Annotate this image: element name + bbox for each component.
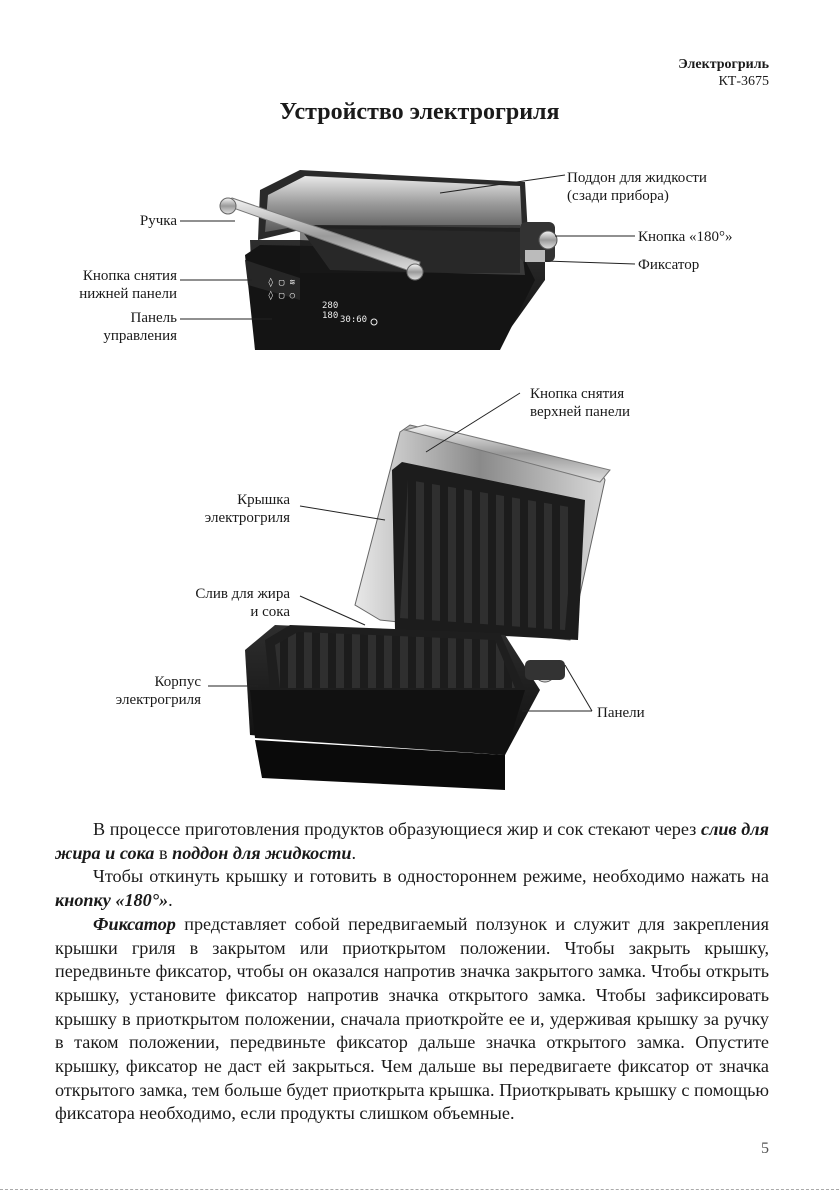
footer-divider bbox=[0, 1189, 839, 1190]
label-lid-line1: Крышка bbox=[237, 492, 290, 508]
label-tray-line1: Поддон для жидкости bbox=[567, 170, 707, 186]
p1-text-e: . bbox=[351, 842, 357, 863]
label-handle: Ручка bbox=[139, 213, 177, 229]
label-drain-line1: Слив для жира bbox=[195, 586, 290, 602]
label-plates: Панели bbox=[597, 705, 645, 721]
label-lower-release-line2: нижней панели bbox=[79, 286, 177, 302]
display-left: 280 bbox=[322, 301, 339, 311]
label-lid bbox=[205, 491, 290, 527]
p3-term-lock: Фиксатор bbox=[93, 913, 176, 934]
label-lid-line2: электрогриля bbox=[204, 510, 290, 526]
label-control-panel-line1: Панель bbox=[130, 310, 177, 326]
p1-term-drain: слив для жира и сока bbox=[55, 819, 770, 863]
label-180-button: Кнопка «180°» bbox=[638, 229, 733, 245]
page-title: Устройство электрогриля bbox=[279, 99, 560, 125]
label-tray bbox=[567, 169, 707, 205]
open-grill-image bbox=[245, 425, 610, 790]
display-right: 30:60 bbox=[340, 315, 368, 325]
p1-text-c: в bbox=[154, 842, 173, 863]
p1-text-a: В процессе приготовления продуктов образующиеся жир и сок стекают через bbox=[93, 819, 701, 839]
paragraph-2 bbox=[55, 865, 769, 912]
label-upper-release-line2: верхней панели bbox=[530, 404, 630, 420]
label-housing-line1: Корпус bbox=[154, 674, 201, 690]
p2-text-a: Чтобы откинуть крышку и готовить в одностороннем режиме, необходимо нажать на bbox=[93, 866, 769, 887]
label-control-panel-line2: управления bbox=[103, 328, 177, 344]
p1-term-tray: поддон для жидкости bbox=[172, 842, 352, 863]
paragraph-3 bbox=[55, 913, 769, 1126]
description-text bbox=[55, 818, 769, 1126]
label-drain bbox=[195, 585, 290, 621]
p2-text-c: . bbox=[168, 890, 173, 911]
label-control-panel bbox=[103, 309, 177, 345]
label-upper-release-line1: Кнопка снятия bbox=[530, 386, 625, 402]
p2-term-180: кнопку «180°» bbox=[55, 890, 169, 911]
p3-text-b: представляет собой передвигаемый ползунок и служит для закрепления крышки гриля в закрытом или приоткрытом положении. Чтобы закрыть крышку, передвиньте фиксатор, чтобы он оказался напротив значка закрытого замка. Чтобы открыть крышку, установите фиксатор напротив значка открытого замка. Чтобы зафиксировать крышку в приоткрытом положении, сначала приоткройте ее и, удерживая крышку за ручку в таком положении, передвиньте фиксатор дальше значка открытого замка. Опустите крышку, фиксатор не даст ей закрыться. Чем дальше вы передвигаете фиксатор от значка открытого замка, тем больше будет приоткрыта крышка. Приоткрывать крышку с помощью фиксатора необходимо, если продукты слишком объемные. bbox=[55, 913, 769, 1124]
cp-icons-2: ◊ ▢ ○ bbox=[268, 291, 296, 301]
cp-icons: ◊ ▢ ≋ bbox=[268, 278, 296, 288]
label-upper-release bbox=[530, 385, 630, 421]
label-housing bbox=[116, 673, 201, 709]
label-tray-line2: (сзади прибора) bbox=[567, 188, 669, 204]
paragraph-1 bbox=[55, 818, 769, 865]
page-number: 5 bbox=[761, 1140, 769, 1157]
display-left-2: 180 bbox=[322, 311, 339, 321]
label-lower-release-line1: Кнопка снятия bbox=[82, 268, 177, 284]
label-lock: Фиксатор bbox=[638, 257, 700, 273]
header-brand: Электрогриль bbox=[678, 57, 769, 72]
label-drain-line2: и сока bbox=[250, 604, 290, 620]
label-housing-line2: электрогриля bbox=[115, 692, 201, 708]
header-model: КТ-3675 bbox=[718, 74, 769, 89]
label-lower-release bbox=[79, 267, 177, 303]
closed-grill-image bbox=[220, 170, 557, 350]
